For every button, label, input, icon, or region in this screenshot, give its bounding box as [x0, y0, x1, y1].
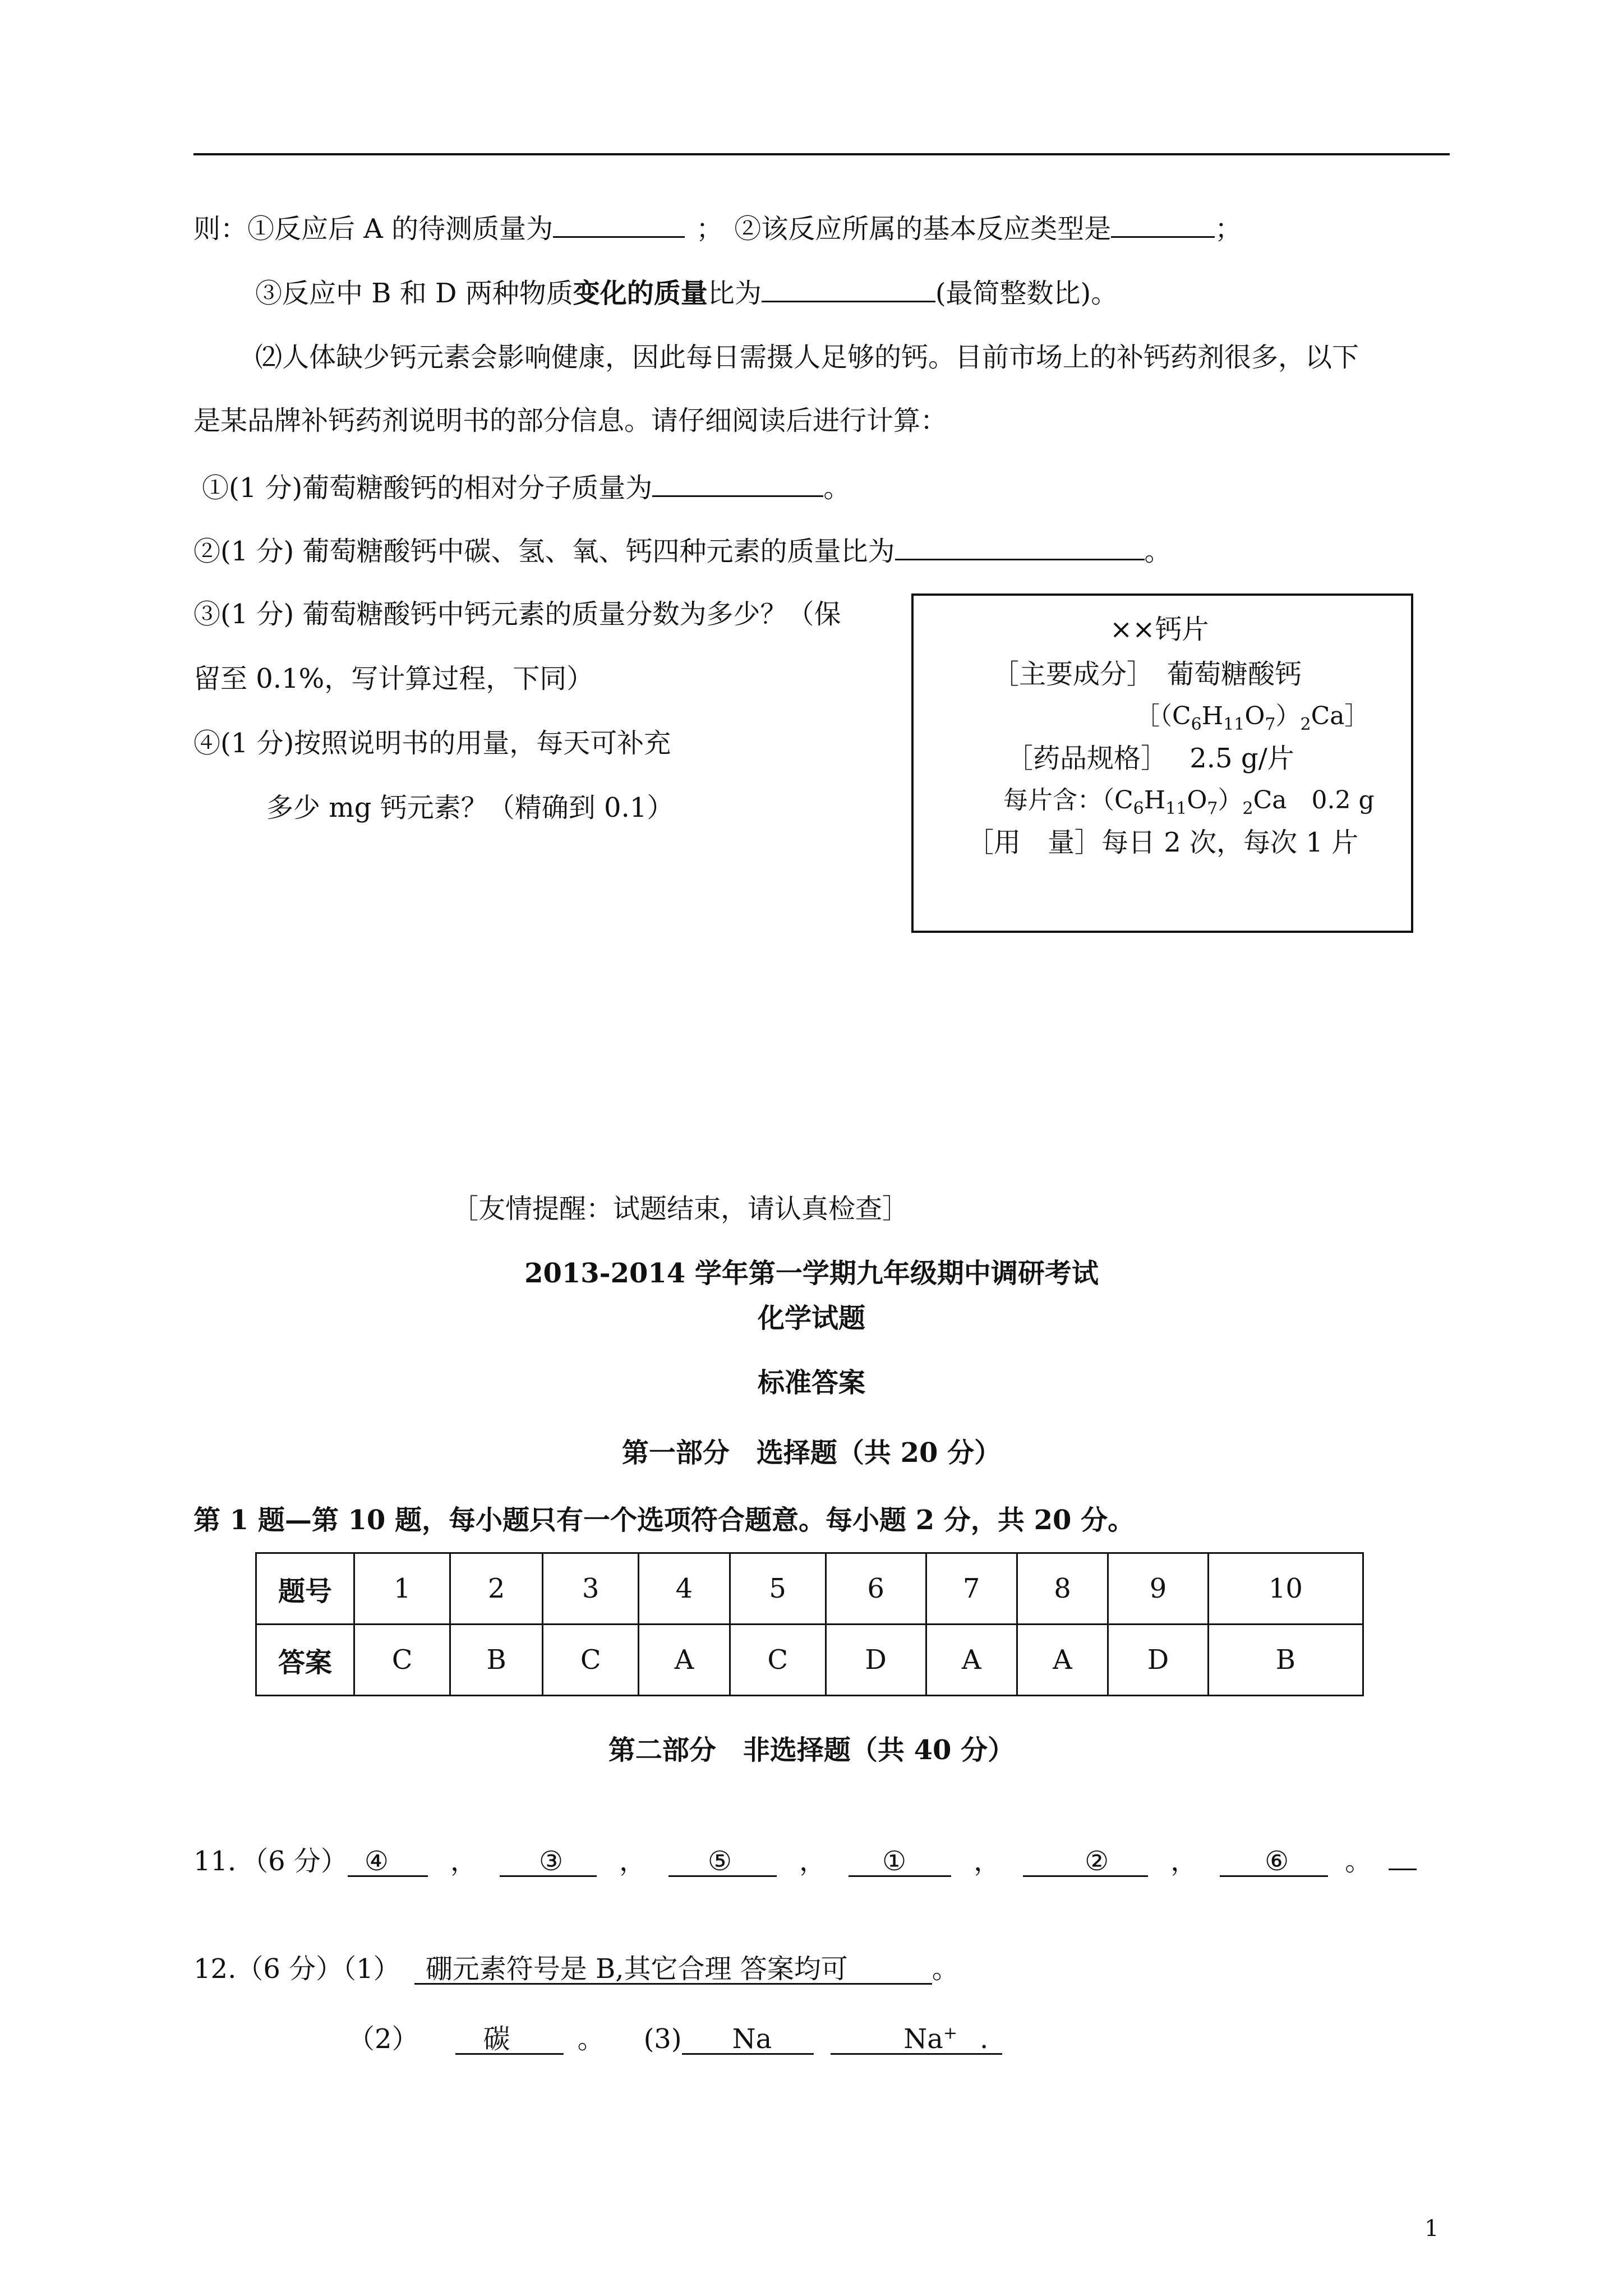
- formula-sub: 6: [1133, 798, 1144, 818]
- formula-part: O: [1187, 786, 1207, 815]
- q-prev-line2: [255, 275, 1118, 310]
- table-cell: A: [639, 1625, 730, 1696]
- q12-label: 12.（6 分）（1）: [193, 1953, 400, 1985]
- q11-answer: ③: [500, 1847, 597, 1877]
- formula-part: Ca 0.2 g: [1253, 786, 1375, 815]
- table-cell: C: [730, 1625, 826, 1696]
- answer-blank: [895, 533, 1145, 560]
- formula-part: H: [1201, 702, 1224, 730]
- formula-part: ）: [1275, 702, 1301, 730]
- answer-table: [255, 1552, 1364, 1696]
- q2-sub3-line1: ③(1 分) 葡萄糖酸钙中钙元素的质量分数为多少？（保: [193, 599, 841, 630]
- q12-end: .: [979, 2023, 989, 2055]
- answer-blank: [1389, 1843, 1417, 1870]
- formula-sub: 7: [1207, 798, 1218, 818]
- label-main-ingredient: ［主要成分］ 葡萄糖酸钙: [992, 659, 1302, 690]
- separator: ；: [1215, 213, 1242, 245]
- q12-line1: [193, 1952, 959, 1986]
- separator: ，: [619, 1846, 646, 1877]
- answer-blank: [652, 470, 823, 497]
- table-cell: 5: [730, 1553, 826, 1625]
- q11-answer: ⑥: [1220, 1847, 1328, 1877]
- table-cell: B: [450, 1625, 543, 1696]
- answer-blank: [1111, 210, 1215, 238]
- separator: ；: [696, 213, 723, 245]
- q-prev-text: 则：①反应后 A 的待测质量为: [193, 213, 554, 245]
- q12-answer-2: 碳: [455, 2025, 564, 2055]
- formula-part: ）: [1218, 786, 1243, 815]
- q11-answer: ④: [348, 1847, 428, 1877]
- formula-sub: 2: [1242, 798, 1253, 818]
- part1-title: 第一部分 选择题（共 20 分）: [621, 1437, 1002, 1469]
- table-cell: C: [354, 1625, 450, 1696]
- separator: ，: [450, 1846, 477, 1877]
- separator: ，: [799, 1846, 827, 1877]
- q2-sub4-line2: 多少 mg 钙元素？（精确到 0.1）: [266, 792, 674, 823]
- charge-superscript: +: [943, 2023, 957, 2043]
- table-cell: B: [1208, 1625, 1363, 1696]
- q11-line: [193, 1843, 1417, 1878]
- table-row-numbers: [256, 1553, 1363, 1625]
- answer-title-line1: 2013-2014 学年第一学期九年级期中调研考试: [524, 1258, 1099, 1289]
- q-prev-line1: [193, 210, 1242, 246]
- table-cell: A: [926, 1625, 1017, 1696]
- formula-sub: 6: [1191, 714, 1202, 734]
- friendly-reminder: ［友情提醒：试题结束，请认真检查］: [451, 1193, 910, 1225]
- separator: ，: [1170, 1846, 1198, 1877]
- table-cell: 3: [543, 1553, 639, 1625]
- q2-sub2-text: ②(1 分) 葡萄糖酸钙中碳、氢、氧、钙四种元素的质量比为: [193, 536, 895, 567]
- table-cell: 8: [1017, 1553, 1108, 1625]
- q11-answer: ②: [1023, 1847, 1148, 1877]
- q11-end: 。: [1345, 1846, 1372, 1877]
- q2-intro-line2: 是某品牌补钙药剂说明书的部分信息。请仔细阅读后进行计算：: [193, 405, 948, 436]
- table-header-cell: 题号: [256, 1553, 354, 1625]
- formula-part: ［（C: [1135, 702, 1191, 730]
- part1-instructions: 第 1 题—第 10 题，每小题只有一个选项符合题意。每小题 2 分，共 20 分。: [193, 1504, 1135, 1536]
- q2-sub1-end: 。: [823, 472, 851, 504]
- table-cell: C: [543, 1625, 639, 1696]
- q12-answer-3a: Na: [682, 2025, 814, 2055]
- formula-sub: 11: [1223, 714, 1245, 734]
- q2-sub4-line1: ④(1 分)按照说明书的用量，每天可补充: [193, 728, 671, 759]
- q12-part-label: (3): [643, 2023, 682, 2055]
- q2-intro-line1: ⑵人体缺少钙元素会影响健康，因此每日需摄人足够的钙。目前市场上的补钙药剂很多，以下: [255, 342, 1359, 373]
- label-title: ××钙片: [1110, 614, 1209, 645]
- answer-title-line2: 化学试题: [757, 1303, 865, 1334]
- label-spec: ［药品规格］ 2.5 g/片: [1006, 743, 1294, 774]
- q12-answer-3b: Na: [903, 2023, 943, 2055]
- label-formula: [1135, 700, 1370, 742]
- label-dosage: ［用 量］每日 2 次，每次 1 片: [967, 827, 1359, 858]
- answer-title-line3: 标准答案: [757, 1367, 865, 1398]
- q11-label: 11．（6 分）: [193, 1846, 348, 1877]
- q-prev-text: ③反应中 B 和 D 两种物质: [255, 278, 573, 309]
- label-per-tablet: [1003, 784, 1375, 826]
- q-prev-text: ②该反应所属的基本反应类型是: [734, 213, 1112, 245]
- formula-part: O: [1244, 702, 1265, 730]
- table-header-cell: 答案: [256, 1625, 354, 1696]
- formula-sub: 7: [1265, 714, 1276, 734]
- formula-sub: 11: [1165, 798, 1187, 818]
- q11-answer: ①: [849, 1847, 951, 1877]
- q2-sub2: [193, 533, 1172, 568]
- table-cell: 4: [639, 1553, 730, 1625]
- separator: ，: [974, 1846, 1001, 1877]
- table-cell: 10: [1208, 1553, 1363, 1625]
- q2-sub1: [202, 470, 850, 505]
- formula-part: H: [1144, 786, 1166, 815]
- table-cell: D: [826, 1625, 926, 1696]
- q2-sub3-line2: 留至 0.1%，写计算过程，下同）: [193, 663, 594, 694]
- table-row-answers: [256, 1625, 1363, 1696]
- answer-blank: [553, 210, 685, 238]
- emphasis-text: 变化的质量: [573, 278, 708, 309]
- table-cell: 2: [450, 1553, 543, 1625]
- page-number: 1: [1424, 2216, 1439, 2242]
- answer-blank: [762, 275, 935, 302]
- part2-title: 第二部分 非选择题（共 40 分）: [608, 1734, 1015, 1766]
- formula-part: Ca］: [1311, 702, 1370, 730]
- q12-answer-1: 硼元素符号是 B,其它合理 答案均可: [414, 1955, 932, 1985]
- q11-answer: ⑤: [668, 1847, 777, 1877]
- medicine-label-box: [911, 593, 1413, 933]
- table-cell: 9: [1108, 1553, 1209, 1625]
- q12-part-label: （2）: [348, 2023, 419, 2055]
- table-cell: 1: [354, 1553, 450, 1625]
- q-prev-text: 比为: [707, 278, 762, 309]
- formula-sub: 2: [1300, 714, 1311, 734]
- q-prev-text: (最简整数比)。: [935, 278, 1118, 309]
- table-cell: A: [1017, 1625, 1108, 1696]
- formula-part: 每片含：（C: [1003, 786, 1133, 815]
- table-cell: 7: [926, 1553, 1017, 1625]
- header-rule: [193, 153, 1450, 155]
- q12-end: 。: [577, 2023, 605, 2055]
- q12-line2: [348, 2019, 1002, 2056]
- table-cell: 6: [826, 1553, 926, 1625]
- table-cell: D: [1108, 1625, 1209, 1696]
- q2-sub2-end: 。: [1144, 536, 1172, 567]
- q12-end: 。: [932, 1953, 959, 1985]
- q2-sub1-text: ①(1 分)葡萄糖酸钙的相对分子质量为: [202, 472, 653, 504]
